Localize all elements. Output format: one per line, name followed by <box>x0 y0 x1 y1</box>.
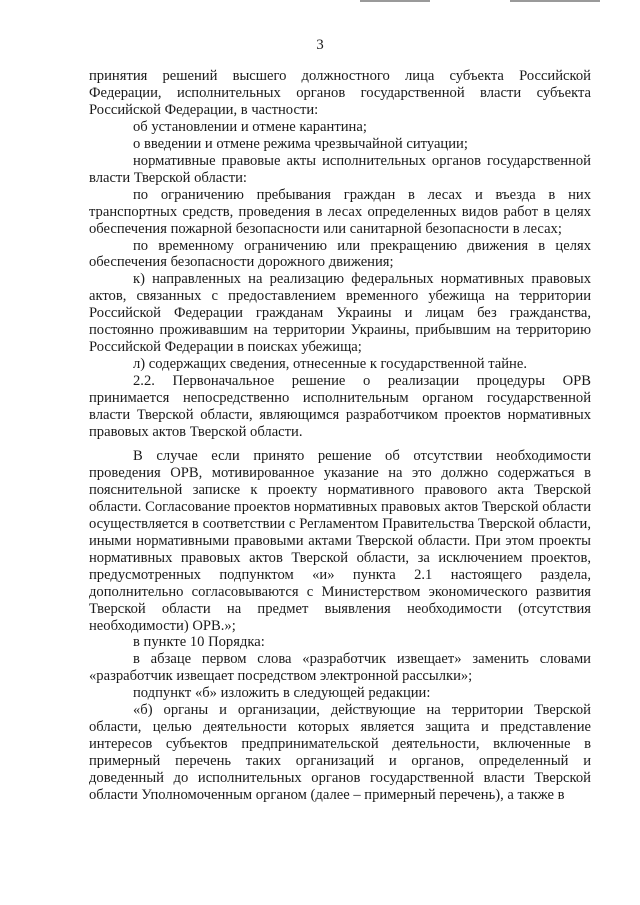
paragraph: л) содержащих сведения, отнесенные к государственной тайне. <box>133 356 527 373</box>
document-body <box>89 68 591 804</box>
page-number: 3 <box>316 37 324 53</box>
scan-edge-marks <box>360 0 610 5</box>
paragraph: к) направленных на реализацию федеральных нормативных правовых актов, связанных с предоставлением временного убежища на территории Российской Федерации гражданам Украины и лицам без гражданства, постоянно проживавшим на территории Украины, прибывшим на территорию Российской Федерации в поисках убежища; <box>89 271 591 356</box>
paragraph: по временному ограничению или прекращению движения в целях обеспечения безопасности дорожного движения; <box>89 237 591 271</box>
paragraph: 2.2. Первоначальное решение о реализации процедуры ОРВ принимается непосредственно исполнительным органом государственной власти Тверской области, являющимся разработчиком проектов нормативных правовых актов Тверской области. <box>89 373 591 441</box>
paragraph: подпункт «б» изложить в следующей редакции: <box>133 685 431 702</box>
paragraph: в пункте 10 Порядка: <box>133 634 265 651</box>
paragraph: в абзаце первом слова «разработчик извещает» заменить словами «разработчик извещает посредством электронной рассылки»; <box>89 651 591 685</box>
paragraph: В случае если принято решение об отсутствии необходимости проведения ОРВ, мотивированное указание на это должно содержаться в пояснительной записке к проекту нормативного правового акта Тверской области. Согласование проектов нормативных правовых актов Тверской области осуществляется в соответствии с Регламентом Правительства Тверской области, иными нормативными правовыми актами Тверской области. При этом проекты нормативных правовых актов Тверской области, за исключением проектов, предусмотренных подпунктом «и» пункта 2.1 настоящего раздела, дополнительно согласовываются с Министерством экономического развития Тверской области на предмет выявления необходимости (отсутствия необходимости) ОРВ.»; <box>89 447 591 634</box>
paragraph: нормативные правовые акты исполнительных органов государственной власти Тверской области: <box>89 152 591 186</box>
paragraph: «б) органы и организации, действующие на территории Тверской области, целью деятельности которых является защита и представление интересов субъектов предпринимательской деятельности, включенные в примерный перечень таких организаций и органов, определенный и доведенный до исполнительных органов государственной власти Тверской области Уполномоченным органом (далее – примерный перечень), а также в <box>89 702 591 804</box>
paragraph: об установлении и отмене карантина; <box>133 118 367 135</box>
paragraph: принятия решений высшего должностного лица субъекта Российской Федерации, исполнительных органов государственной власти субъекта Российской Федерации, в частности: <box>89 68 591 118</box>
paragraph: по ограничению пребывания граждан в лесах и въезда в них транспортных средств, проведения в лесах определенных видов работ в целях обеспечения пожарной безопасности или санитарной безопасности в лесах; <box>89 186 591 237</box>
paragraph: о введении и отмене режима чрезвычайной ситуации; <box>133 135 468 152</box>
